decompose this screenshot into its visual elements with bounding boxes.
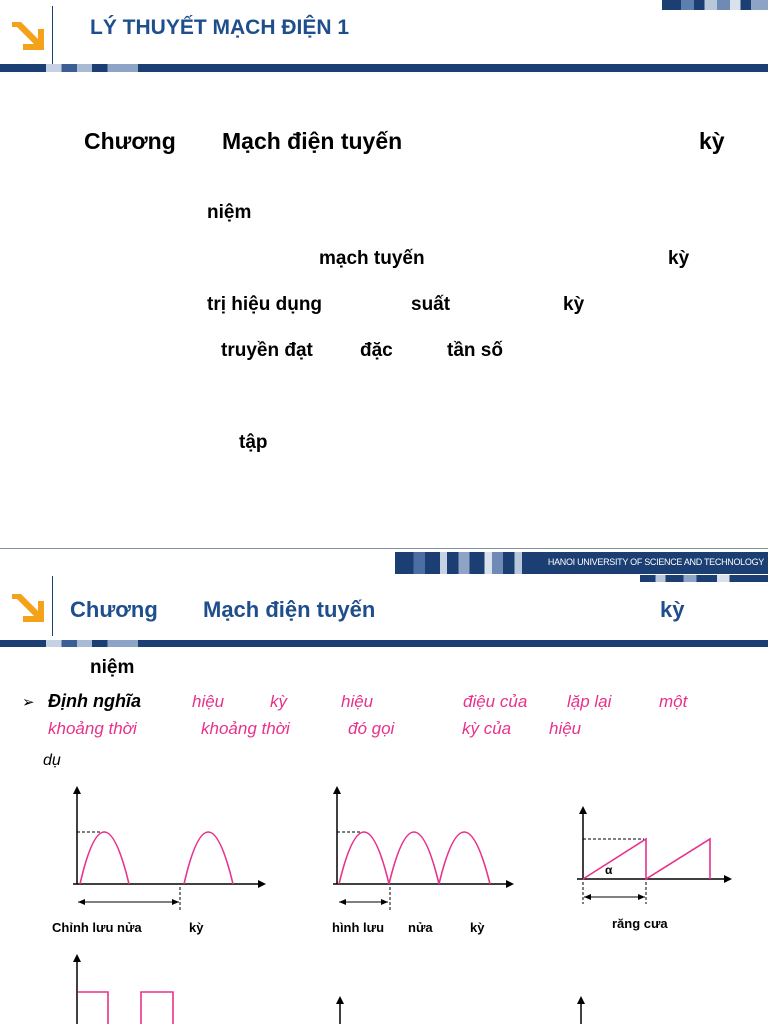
graph2-caption-half: nửa xyxy=(408,920,433,935)
definition-word: đó gọi xyxy=(348,719,395,738)
definition-word: kỳ của xyxy=(462,719,512,738)
graph2-caption: hình lưu xyxy=(332,920,385,935)
toc-item-power: suất xyxy=(411,294,451,315)
slide2-heading-period: kỳ xyxy=(660,597,685,622)
slide1-heading-title: Mạch điện tuyến xyxy=(222,128,403,154)
toc-item-rms: trị hiệu dụng xyxy=(207,294,323,315)
example-label: dụ xyxy=(43,752,61,769)
toc-item-rms-period: kỳ xyxy=(563,294,585,315)
bullet-arrow-icon: ➢ xyxy=(22,694,35,711)
university-banner xyxy=(395,552,768,574)
axis-arrow-icon xyxy=(574,994,588,1024)
toc-item-linear-circuit-period: kỳ xyxy=(668,248,690,269)
university-name: HANOI UNIVERSITY OF SCIENCE AND TECHNOLOGY xyxy=(547,557,764,567)
graph2-caption-period: kỳ xyxy=(470,920,485,935)
header-stripe xyxy=(0,64,768,72)
arrow-logo-icon xyxy=(8,16,48,54)
graph1-caption: Chỉnh lưu nửa xyxy=(52,920,142,935)
header-stripe xyxy=(0,640,768,647)
definition-word: điệu của xyxy=(463,692,528,711)
square-wave-graph xyxy=(60,952,190,1024)
slide1-heading-chapter: Chương xyxy=(84,128,176,154)
section-title: niệm xyxy=(90,657,135,678)
sawtooth-graph xyxy=(568,804,738,916)
slide2-heading-title: Mạch điện tuyến xyxy=(203,597,376,622)
definition-word: hiệu xyxy=(341,692,374,711)
toc-item-concept: niệm xyxy=(207,202,252,223)
banner-sub-stripe xyxy=(640,575,768,582)
axis-arrow-icon xyxy=(333,994,347,1024)
definition-word: hiệu xyxy=(549,719,582,738)
full-wave-rectified-graph xyxy=(318,784,518,914)
definition-word: khoảng thời xyxy=(48,719,137,738)
definition-word: một xyxy=(659,692,688,711)
definition-word: hiệu xyxy=(192,692,225,711)
definition-word: khoảng thời xyxy=(201,719,290,738)
definition-word: kỳ xyxy=(270,692,287,711)
slide2-heading-chapter: Chương xyxy=(70,597,158,622)
graph3-caption: răng cưa xyxy=(612,916,668,931)
toc-item-exercises: tập xyxy=(239,432,268,453)
slide1-heading-period: kỳ xyxy=(699,128,725,154)
logo-divider xyxy=(52,576,53,636)
slide-2 xyxy=(0,548,768,1024)
sawtooth-angle-label: α xyxy=(605,863,613,877)
header-decoration xyxy=(662,0,768,10)
toc-item-transfer: truyền đạt xyxy=(221,340,313,361)
half-wave-rectified-graph xyxy=(60,784,270,914)
arrow-logo-icon xyxy=(8,588,48,626)
toc-item-frequency: tần số xyxy=(447,340,503,361)
logo-divider xyxy=(52,6,53,64)
definition-word: lặp lại xyxy=(567,692,612,711)
toc-item-characteristic: đặc xyxy=(360,340,393,361)
graph1-caption-period: kỳ xyxy=(189,920,204,935)
slide-divider-line xyxy=(0,548,768,549)
toc-item-linear-circuit: mạch tuyến xyxy=(319,248,425,269)
definition-label: Định nghĩa xyxy=(48,691,141,711)
slide1-title: LÝ THUYẾT MẠCH ĐIỆN 1 xyxy=(90,16,350,39)
